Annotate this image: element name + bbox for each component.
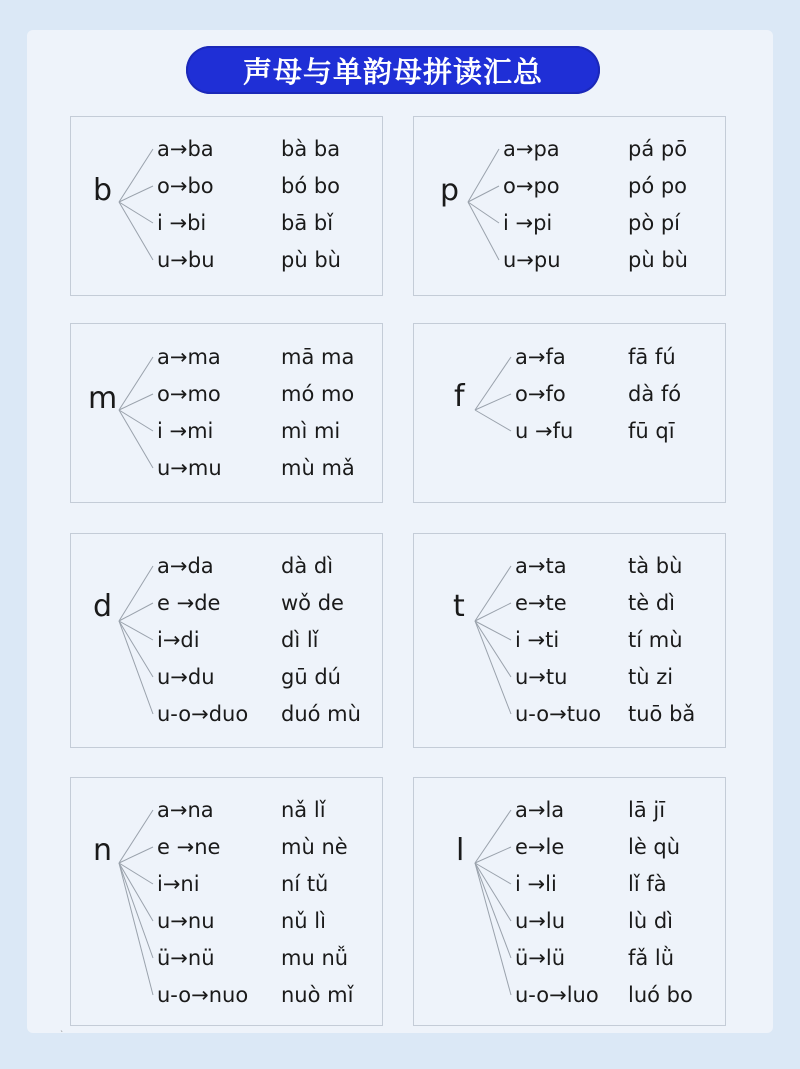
example-word: mu nǚ [281,946,349,970]
syllable: o→po [503,174,560,198]
example-word: nuò mǐ [281,983,354,1007]
initial-letter: n [93,833,113,868]
syllable: i →li [515,872,557,896]
syllable: ü→nü [157,946,215,970]
example-word: dà fó [628,382,682,406]
example-word: dì lǐ [281,628,319,652]
syllable: ü→lü [515,946,566,970]
syllable: u→bu [157,248,215,272]
branch-line [475,621,511,640]
syllable: u-o→duo [157,702,249,726]
example-word: nǎ lǐ [281,798,326,822]
example-word: mó mo [281,382,355,406]
example-word: fā fú [628,345,676,369]
example-word: bā bǐ [281,211,334,235]
branch-line [119,863,153,958]
branch-line [468,202,499,223]
card-d [70,533,383,748]
syllable: i →pi [503,211,553,235]
card-b [70,116,383,296]
example-word: tà bù [628,554,683,578]
card-f [413,323,726,503]
example-word: tè dì [628,591,675,615]
syllable: u-o→luo [515,983,599,1007]
branch-line [475,863,511,921]
syllable: a→da [157,554,214,578]
syllable: i →ti [515,628,560,652]
example-word: mā ma [281,345,355,369]
example-word: gū dú [281,665,341,689]
syllable: u-o→nuo [157,983,249,1007]
initial-letter: m [88,381,118,416]
initial-letter: d [93,589,113,624]
syllable: a→ba [157,137,214,161]
card-t [413,533,726,748]
branch-line [119,621,153,714]
syllable: u →fu [515,419,574,443]
example-word: bà ba [281,137,341,161]
example-word: dà dì [281,554,334,578]
branch-line [119,566,153,621]
syllable: a→ma [157,345,221,369]
syllable: e →ne [157,835,221,859]
branch-line [119,621,153,640]
syllable: i→ni [157,872,200,896]
branch-line [468,202,499,260]
syllable: e→le [515,835,565,859]
branch-line [119,863,153,921]
syllable: a→pa [503,137,560,161]
initial-letter: t [453,589,465,624]
branch-line [475,863,511,884]
card-p [413,116,726,296]
example-word: luó bo [628,983,693,1007]
example-word: lè qù [628,835,681,859]
example-word: mù nè [281,835,348,859]
example-word: lù dì [628,909,673,933]
syllable: a→fa [515,345,566,369]
branch-line [475,863,511,995]
example-word: lā jī [628,798,666,822]
initial-letter: f [454,379,465,414]
branch-line [119,202,153,260]
syllable: u→nu [157,909,215,933]
example-word: pù bù [281,248,341,272]
syllable: u→pu [503,248,561,272]
syllable: a→na [157,798,214,822]
corner-mark: ˎ [60,1023,64,1032]
initial-letter: b [93,173,113,208]
example-word: duó mù [281,702,361,726]
syllable: e →de [157,591,221,615]
syllable: o→mo [157,382,221,406]
syllable: e→te [515,591,567,615]
branch-line [119,863,153,995]
branch-line [475,863,511,958]
branch-line [119,410,153,431]
example-word: pó po [628,174,688,198]
example-word: pò pí [628,211,681,235]
example-word: nǔ lì [281,909,326,933]
syllable: i→di [157,628,200,652]
syllable: u-o→tuo [515,702,602,726]
example-word: bó bo [281,174,341,198]
syllable: i →mi [157,419,214,443]
syllable: u→mu [157,456,222,480]
example-word: mì mi [281,419,341,443]
branch-line [475,410,511,431]
example-word: tù zi [628,665,674,689]
syllable: o→bo [157,174,214,198]
example-word: tuō bǎ [628,702,696,726]
example-word: ní tǔ [281,872,329,896]
example-word: fū qī [628,419,675,443]
syllable: o→fo [515,382,566,406]
branch-line [475,566,511,621]
syllable: u→tu [515,665,568,689]
card-m [70,323,383,503]
card-l [413,777,726,1026]
card-n [70,777,383,1026]
syllable: u→lu [515,909,566,933]
initial-letter: p [440,173,460,208]
example-word: pá pō [628,137,688,161]
syllable: u→du [157,665,215,689]
example-word: fǎ lǜ [628,946,675,970]
syllable: a→ta [515,554,567,578]
example-word: lǐ fà [628,872,667,896]
syllable: a→la [515,798,565,822]
example-word: pù bù [628,248,688,272]
example-word: wǒ de [281,591,344,615]
branch-line [475,621,511,714]
branch-line [119,202,153,223]
branch-line [119,410,153,468]
initial-letter: l [456,833,465,868]
example-word: tí mù [628,628,683,652]
page-title: 声母与单韵母拼读汇总 [186,46,600,94]
example-word: mù mǎ [281,456,355,480]
syllable: i →bi [157,211,207,235]
